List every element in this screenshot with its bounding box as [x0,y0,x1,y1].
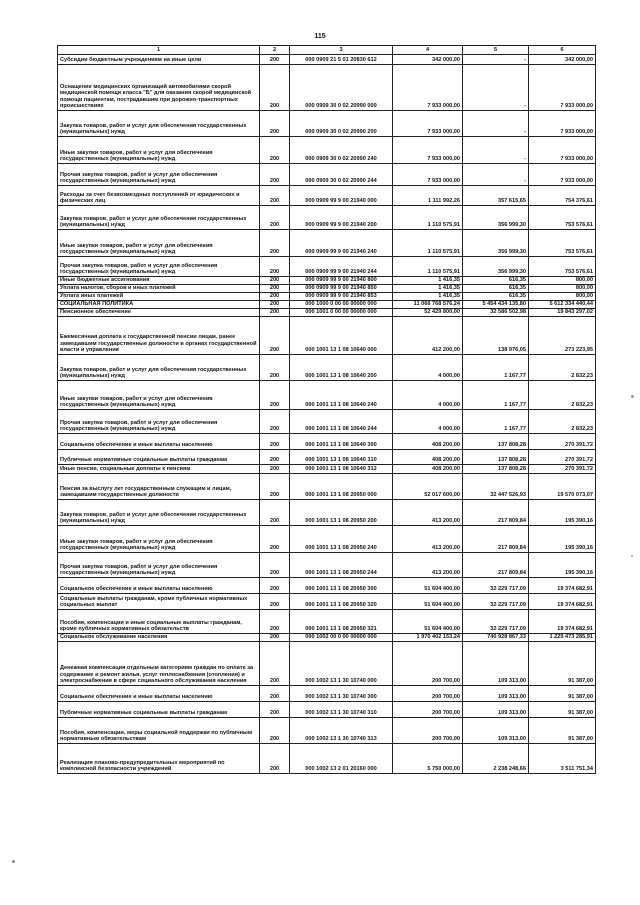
row-line-code: 200 [260,137,290,164]
row-executed-amount: - [463,137,529,164]
table-row [58,610,596,634]
row-unexecuted-amount: 195 390,16 [529,500,596,526]
table-row [58,285,596,293]
row-approved-amount: 7 933 000,00 [393,137,463,164]
table-row [58,702,596,718]
row-name: Иные закупки товаров, работ и услуг для обеспечения государственных (муниципальных) нужд [58,526,260,553]
row-unexecuted-amount: 91 387,00 [529,702,596,718]
table-row [58,309,596,317]
table-row [58,65,596,111]
row-executed-amount: 137 808,28 [463,450,529,465]
table-row [58,526,596,553]
table-row [58,686,596,702]
row-executed-amount: 32 229 717,09 [463,594,529,610]
row-executed-amount: 2 238 248,66 [463,744,529,774]
row-line-code: 200 [260,230,290,257]
row-budget-classification-code: 000 1002 13 1 30 10740 300 [290,686,393,702]
row-line-code: 200 [260,65,290,111]
row-line-code: 200 [260,526,290,553]
scan-dot [12,860,15,863]
row-budget-classification-code: 000 1001 13 1 08 20950 300 [290,578,393,594]
table-row [58,164,596,186]
row-line-code: 200 [260,257,290,277]
row-name: Иные пенсии, социальные доплаты к пенсиям [58,465,260,474]
table-row [58,301,596,309]
header-col-1: 1 [58,46,260,55]
row-unexecuted-amount: 270 391,72 [529,465,596,474]
row-unexecuted-amount: 19 843 297,02 [529,309,596,317]
row-budget-classification-code: 000 1001 13 1 08 10640 310 [290,450,393,465]
table-row [58,718,596,744]
row-line-code: 200 [260,285,290,293]
row-name: Социальное обеспечение и иные выплаты населению [58,434,260,450]
table-row [58,206,596,230]
table-row [58,450,596,465]
header-col-4: 4 [393,46,463,55]
row-budget-classification-code: 000 0909 21 5 01 20830 612 [290,55,393,65]
table-row [58,186,596,206]
row-approved-amount: 7 933 000,00 [393,164,463,186]
row-approved-amount: 52 017 600,00 [393,474,463,500]
row-budget-classification-code: 000 0909 99 9 00 21940 800 [290,277,393,285]
table-row [58,137,596,164]
row-budget-classification-code: 000 0909 99 9 00 21940 000 [290,186,393,206]
row-executed-amount: 357 615,65 [463,186,529,206]
row-executed-amount: 740 928 867,33 [463,634,529,642]
row-approved-amount: 1 416,35 [393,277,463,285]
table-row [58,230,596,257]
row-approved-amount: 1 110 575,91 [393,230,463,257]
row-line-code: 200 [260,410,290,434]
row-name: Реализация планово-предупредительных мероприятий по комплексной безопасности учреждений [58,744,260,774]
row-name: Пенсионное обеспечение [58,309,260,317]
row-approved-amount: 51 604 400,00 [393,578,463,594]
row-budget-classification-code: 000 1001 13 1 08 10640 240 [290,381,393,410]
row-line-code: 200 [260,277,290,285]
row-executed-amount: 5 454 434 135,80 [463,301,529,309]
table-row [58,55,596,65]
row-approved-amount: 200 700,00 [393,686,463,702]
row-budget-classification-code: 000 1001 0 00 00 00000 000 [290,309,393,317]
table-row [58,381,596,410]
row-approved-amount: 11 066 768 576,24 [393,301,463,309]
row-name: Социальное обслуживание населения [58,634,260,642]
row-name: Социальное обеспечение и иные выплаты населению [58,578,260,594]
row-line-code: 200 [260,355,290,381]
row-unexecuted-amount: 3 511 751,34 [529,744,596,774]
row-approved-amount: 4 000,00 [393,381,463,410]
row-approved-amount: 200 700,00 [393,702,463,718]
table-row [58,434,596,450]
row-executed-amount: 1 167,77 [463,355,529,381]
row-approved-amount: 5 750 000,00 [393,744,463,774]
scan-dot [631,395,634,398]
row-line-code: 200 [260,55,290,65]
row-executed-amount: 109 313,00 [463,702,529,718]
row-name: Денежная компенсация отдельным категориям граждан по оплате за содержание и ремонт жилья, услуг теплоснабжения (отопления) и электроснабжения в сфере социального обслуживания населения [58,642,260,686]
row-name: Закупка товаров, работ и услуг для обеспечения государственных (муниципальных) нужд [58,355,260,381]
row-executed-amount: 217 809,84 [463,500,529,526]
scan-dot [631,555,633,557]
table-row [58,642,596,686]
row-line-code: 200 [260,744,290,774]
row-budget-classification-code: 000 0909 99 9 00 21940 240 [290,230,393,257]
row-executed-amount: 616,35 [463,277,529,285]
row-unexecuted-amount: 195 390,16 [529,526,596,553]
row-unexecuted-amount: 270 391,72 [529,450,596,465]
table-row [58,500,596,526]
row-budget-classification-code: 000 0909 30 0 02 20990 000 [290,65,393,111]
row-line-code: 200 [260,610,290,634]
row-executed-amount: 32 229 717,09 [463,610,529,634]
row-executed-amount: 32 229 717,09 [463,578,529,594]
table-row [58,634,596,642]
row-unexecuted-amount: 19 570 073,07 [529,474,596,500]
row-executed-amount: 356 999,30 [463,230,529,257]
row-budget-classification-code: 000 0909 99 9 00 21940 850 [290,285,393,293]
row-executed-amount: - [463,65,529,111]
row-unexecuted-amount: 91 387,00 [529,642,596,686]
header-col-2: 2 [260,46,290,55]
row-approved-amount: 408 200,00 [393,465,463,474]
row-line-code: 200 [260,465,290,474]
row-budget-classification-code: 000 1002 13 1 30 10740 000 [290,642,393,686]
row-approved-amount: 1 416,35 [393,293,463,301]
row-executed-amount: 137 808,28 [463,434,529,450]
row-line-code: 200 [260,186,290,206]
row-unexecuted-amount: 754 376,61 [529,186,596,206]
row-approved-amount: 413 200,00 [393,526,463,553]
row-executed-amount: 217 809,84 [463,553,529,578]
row-budget-classification-code: 000 1001 13 1 08 10640 312 [290,465,393,474]
row-unexecuted-amount: 91 387,00 [529,718,596,744]
row-unexecuted-amount: 1 229 473 285,91 [529,634,596,642]
row-unexecuted-amount: 800,00 [529,285,596,293]
row-name: Социальные выплаты гражданам, кроме публичных нормативных социальных выплат [58,594,260,610]
row-unexecuted-amount: 19 374 682,91 [529,578,596,594]
row-approved-amount: 52 429 800,00 [393,309,463,317]
row-unexecuted-amount: 800,00 [529,277,596,285]
row-executed-amount: 138 976,05 [463,317,529,355]
row-budget-classification-code: 000 1002 00 0 00 00000 000 [290,634,393,642]
row-line-code: 200 [260,474,290,500]
row-line-code: 200 [260,642,290,686]
row-budget-classification-code: 000 0909 30 0 02 20990 240 [290,137,393,164]
row-name: Пособия, компенсации и иные социальные выплаты гражданам, кроме публичных нормативных обязательств [58,610,260,634]
row-unexecuted-amount: 5 612 334 440,44 [529,301,596,309]
row-line-code: 200 [260,634,290,642]
row-executed-amount: 32 586 502,98 [463,309,529,317]
budget-execution-table [57,45,596,774]
row-name: Публичные нормативные социальные выплаты гражданам [58,450,260,465]
row-line-code: 200 [260,164,290,186]
row-approved-amount: 7 933 000,00 [393,65,463,111]
row-budget-classification-code: 000 1001 13 1 08 10640 300 [290,434,393,450]
row-unexecuted-amount: 19 374 682,91 [529,594,596,610]
row-unexecuted-amount: 7 933 000,00 [529,65,596,111]
row-unexecuted-amount: 2 832,23 [529,355,596,381]
row-name: Публичные нормативные социальные выплаты гражданам [58,702,260,718]
header-col-3: 3 [290,46,393,55]
table-row [58,465,596,474]
row-executed-amount: 356 999,30 [463,206,529,230]
row-unexecuted-amount: 7 933 000,00 [529,137,596,164]
row-name: Прочая закупка товаров, работ и услуг для обеспечения государственных (муниципальных) нужд [58,553,260,578]
row-line-code: 200 [260,293,290,301]
row-line-code: 200 [260,301,290,309]
row-approved-amount: 408 200,00 [393,434,463,450]
row-name: Социальное обеспечение и иные выплаты населению [58,686,260,702]
row-budget-classification-code: 000 0909 99 9 00 21940 853 [290,293,393,301]
row-name: Пособия, компенсации, меры социальной поддержки по публичным нормативным обязательствам [58,718,260,744]
row-unexecuted-amount: 7 933 000,00 [529,164,596,186]
row-budget-classification-code: 000 1001 13 1 08 20950 000 [290,474,393,500]
row-budget-classification-code: 000 1001 13 1 08 10640 200 [290,355,393,381]
row-executed-amount: 137 808,28 [463,465,529,474]
row-budget-classification-code: 000 1002 13 2 01 20160 000 [290,744,393,774]
row-name: Закупка товаров, работ и услуг для обеспечения государственных (муниципальных) нужд [58,111,260,137]
row-executed-amount: 1 167,77 [463,381,529,410]
row-executed-amount: 109 313,00 [463,686,529,702]
row-budget-classification-code: 000 0909 30 0 02 20990 200 [290,111,393,137]
row-line-code: 200 [260,309,290,317]
row-line-code: 200 [260,381,290,410]
row-line-code: 200 [260,718,290,744]
row-budget-classification-code: 000 0909 99 9 00 21940 200 [290,206,393,230]
table-row [58,257,596,277]
row-executed-amount: 1 167,77 [463,410,529,434]
row-executed-amount: 616,35 [463,285,529,293]
table-row [58,553,596,578]
row-name: Оснащение медицинских организаций автомобилями скорой медицинской помощи класса "Б" для оказания скорой медицинской помощи пациентам, пострадавшим при дорожно-транспортных происшествиях [58,65,260,111]
row-executed-amount: 109 313,00 [463,718,529,744]
row-name: Иные закупки товаров, работ и услуг для обеспечения государственных (муниципальных) нужд [58,381,260,410]
row-budget-classification-code: 000 1001 13 1 08 20950 320 [290,594,393,610]
row-executed-amount: - [463,55,529,65]
table-row [58,474,596,500]
row-approved-amount: 51 604 400,00 [393,594,463,610]
table-row [58,293,596,301]
row-approved-amount: 412 200,00 [393,317,463,355]
row-name: Расходы за счет безвозмездных поступлений от юридических и физических лиц [58,186,260,206]
row-budget-classification-code: 000 1001 13 1 08 20950 244 [290,553,393,578]
row-budget-classification-code: 000 0909 99 9 00 21940 244 [290,257,393,277]
row-approved-amount: 200 700,00 [393,642,463,686]
row-line-code: 200 [260,702,290,718]
row-approved-amount: 4 000,00 [393,410,463,434]
row-approved-amount: 4 000,00 [393,355,463,381]
row-approved-amount: 1 111 992,26 [393,186,463,206]
row-budget-classification-code: 000 1002 13 1 30 10740 313 [290,718,393,744]
row-name: Прочая закупка товаров, работ и услуг для обеспечения государственных (муниципальных) нужд [58,410,260,434]
header-col-6: 6 [529,46,596,55]
row-unexecuted-amount: 2 832,23 [529,410,596,434]
row-line-code: 200 [260,578,290,594]
row-line-code: 200 [260,111,290,137]
row-name: Иные закупки товаров, работ и услуг для обеспечения государственных (муниципальных) нужд [58,230,260,257]
table-row [58,578,596,594]
row-name: Иные закупки товаров, работ и услуг для обеспечения государственных (муниципальных) нужд [58,137,260,164]
row-line-code: 200 [260,500,290,526]
row-budget-classification-code: 000 1001 13 1 08 20950 200 [290,500,393,526]
row-unexecuted-amount: 753 576,61 [529,206,596,230]
table-row [58,355,596,381]
row-approved-amount: 1 110 575,91 [393,206,463,230]
row-approved-amount: 413 200,00 [393,500,463,526]
row-approved-amount: 7 933 000,00 [393,111,463,137]
row-unexecuted-amount: 342 000,00 [529,55,596,65]
header-col-5: 5 [463,46,529,55]
row-unexecuted-amount: 753 576,61 [529,230,596,257]
row-name: Закупка товаров, работ и услуг для обеспечения государственных (муниципальных) нужд [58,206,260,230]
table-row [58,594,596,610]
row-name: Прочая закупка товаров, работ и услуг для обеспечения государственных (муниципальных) нужд [58,164,260,186]
row-approved-amount: 1 416,35 [393,285,463,293]
row-line-code: 200 [260,594,290,610]
row-executed-amount: 616,35 [463,293,529,301]
row-line-code: 200 [260,206,290,230]
row-name: Прочая закупка товаров, работ и услуг для обеспечения государственных (муниципальных) нужд [58,257,260,277]
row-name: Пенсия за выслугу лет государственным служащим и лицам, замещавшим государственные должности [58,474,260,500]
table-row [58,744,596,774]
row-name: Иные бюджетные ассигнования [58,277,260,285]
table-row [58,317,596,355]
row-executed-amount: 356 999,30 [463,257,529,277]
row-budget-classification-code: 000 0909 30 0 02 20990 244 [290,164,393,186]
row-name: Ежемесячная доплата к государственной пенсии лицам, ранее замещавшим государственные должности в органах государственной власти и управления [58,317,260,355]
row-executed-amount: 217 809,84 [463,526,529,553]
row-name: Закупка товаров, работ и услуг для обеспечения государственных (муниципальных) нужд [58,500,260,526]
row-approved-amount: 342 000,00 [393,55,463,65]
row-name: Уплата иных платежей [58,293,260,301]
row-line-code: 200 [260,450,290,465]
row-budget-classification-code: 000 1000 0 00 00 00000 000 [290,301,393,309]
row-line-code: 200 [260,553,290,578]
row-approved-amount: 1 110 575,91 [393,257,463,277]
row-approved-amount: 51 604 400,00 [393,610,463,634]
row-budget-classification-code: 000 1001 13 1 08 10640 000 [290,317,393,355]
table-row [58,277,596,285]
row-unexecuted-amount: 753 576,61 [529,257,596,277]
row-executed-amount: 32 447 526,93 [463,474,529,500]
row-line-code: 200 [260,434,290,450]
table-row [58,410,596,434]
row-executed-amount: - [463,111,529,137]
row-name: СОЦИАЛЬНАЯ ПОЛИТИКА [58,301,260,309]
row-approved-amount: 200 700,00 [393,718,463,744]
row-unexecuted-amount: 273 223,95 [529,317,596,355]
row-budget-classification-code: 000 1001 13 1 08 20950 321 [290,610,393,634]
row-executed-amount: 109 313,00 [463,642,529,686]
row-approved-amount: 1 970 402 153,24 [393,634,463,642]
page-number: 115 [314,33,326,40]
row-unexecuted-amount: 7 933 000,00 [529,111,596,137]
row-approved-amount: 408 200,00 [393,450,463,465]
table-row [58,111,596,137]
row-name: Уплата налогов, сборов и иных платежей [58,285,260,293]
header-row [58,46,596,55]
row-line-code: 200 [260,317,290,355]
row-name: Субсидии бюджетным учреждениям на иные цели [58,55,260,65]
row-unexecuted-amount: 800,00 [529,293,596,301]
row-budget-classification-code: 000 1001 13 1 08 10640 244 [290,410,393,434]
row-line-code: 200 [260,686,290,702]
row-budget-classification-code: 000 1001 13 1 08 20950 240 [290,526,393,553]
row-unexecuted-amount: 91 387,00 [529,686,596,702]
row-unexecuted-amount: 270 391,72 [529,434,596,450]
row-approved-amount: 413 200,00 [393,553,463,578]
row-unexecuted-amount: 195 390,16 [529,553,596,578]
row-executed-amount: - [463,164,529,186]
row-unexecuted-amount: 2 832,23 [529,381,596,410]
row-unexecuted-amount: 19 374 682,91 [529,610,596,634]
row-budget-classification-code: 000 1002 13 1 30 10740 310 [290,702,393,718]
